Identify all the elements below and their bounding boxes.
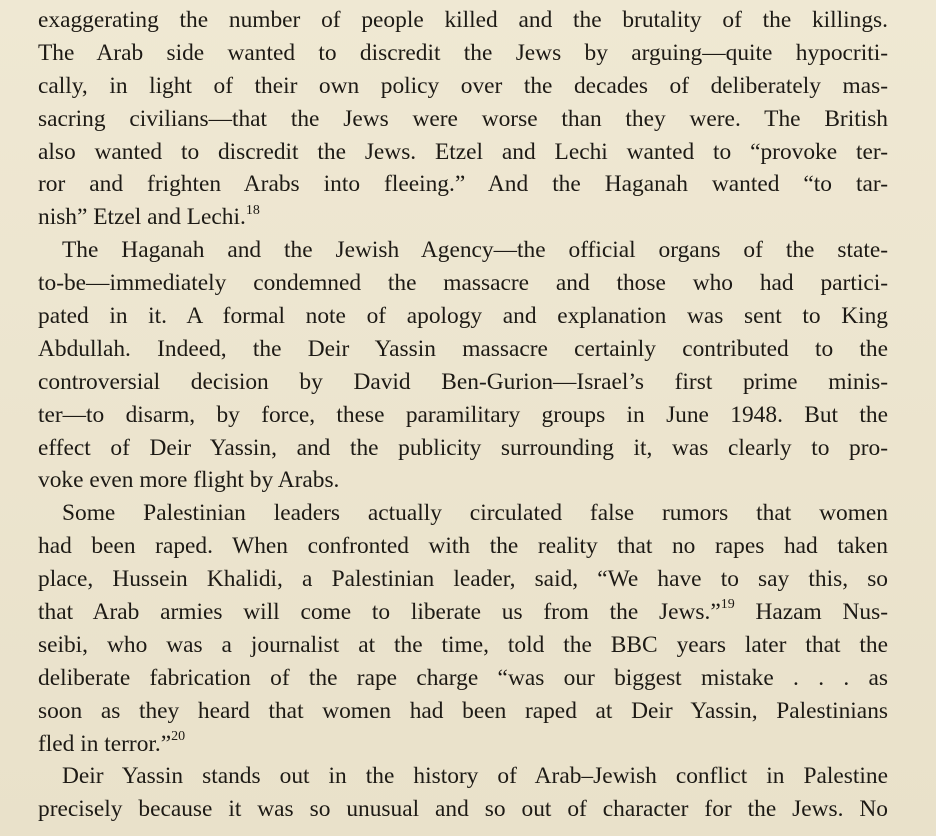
text-line: sacring civilians—that the Jews were worse than they were. The British xyxy=(38,105,888,132)
text-line: The Arab side wanted to discredit the Jews by arguing—quite hypocriti- xyxy=(38,39,888,66)
text-line xyxy=(38,728,888,761)
text-line: Abdullah. Indeed, the Deir Yassin massacre certainly contributed to the xyxy=(38,335,888,362)
text-line: voke even more flight by Arabs. xyxy=(38,467,340,494)
text-line: ror and frighten Arabs into fleeing.” And the Haganah wanted “to tar- xyxy=(38,171,888,198)
text-line: seibi, who was a journalist at the time, told the BBC years later that the xyxy=(38,631,888,658)
footnote-ref-19: 19 xyxy=(720,597,735,613)
text-line xyxy=(38,596,888,629)
paragraph-1 xyxy=(38,4,888,234)
text-line xyxy=(38,201,888,234)
footnote-ref-20: 20 xyxy=(171,728,186,744)
text-line: to-be—immediately condemned the massacre and those who had partici- xyxy=(38,270,888,297)
text-line: deliberate fabrication of the rape charge “was our biggest mistake . . . as xyxy=(38,664,888,691)
text-line: precisely because it was so unusual and so out of character for the Jews. No xyxy=(38,796,888,823)
line-text: nish” Etzel and Lechi. xyxy=(38,204,246,231)
text-line: had been raped. When confronted with the reality that no rapes had taken xyxy=(38,533,888,560)
text-line: also wanted to discredit the Jews. Etzel and Lechi wanted to “provoke ter- xyxy=(38,138,888,165)
line-text-after: Hazam Nus- xyxy=(734,599,889,626)
paragraph-4 xyxy=(38,760,888,826)
text-line: cally, in light of their own policy over the decades of deliberately mas- xyxy=(38,72,888,99)
text-line: controversial decision by David Ben-Gurion—Israel’s first prime minis- xyxy=(38,368,888,395)
text-line: effect of Deir Yassin, and the publicity surrounding it, was clearly to pro- xyxy=(38,434,888,461)
text-line: Deir Yassin stands out in the history of Arab–Jewish conflict in Palestine xyxy=(62,763,888,790)
line-text: fled in terror.” xyxy=(38,730,172,757)
text-line: place, Hussein Khalidi, a Palestinian leader, said, “We have to say this, so xyxy=(38,566,888,593)
footnote-ref-18: 18 xyxy=(245,202,260,218)
text-line: The Haganah and the Jewish Agency—the official organs of the state- xyxy=(62,237,888,264)
line-text: that Arab armies will come to liberate us from the Jews.” xyxy=(38,599,721,626)
book-page xyxy=(38,4,888,826)
text-line: pated in it. A formal note of apology and explanation was sent to King xyxy=(38,303,888,330)
text-line: soon as they heard that women had been raped at Deir Yassin, Palestinians xyxy=(38,697,888,724)
text-line: exaggerating the number of people killed and the brutality of the killings. xyxy=(38,7,888,33)
paragraph-3 xyxy=(38,497,888,760)
paragraph-2 xyxy=(38,234,888,497)
text-line: Some Palestinian leaders actually circulated false rumors that women xyxy=(62,500,888,527)
text-line: ter—to disarm, by force, these paramilitary groups in June 1948. But the xyxy=(38,401,888,428)
